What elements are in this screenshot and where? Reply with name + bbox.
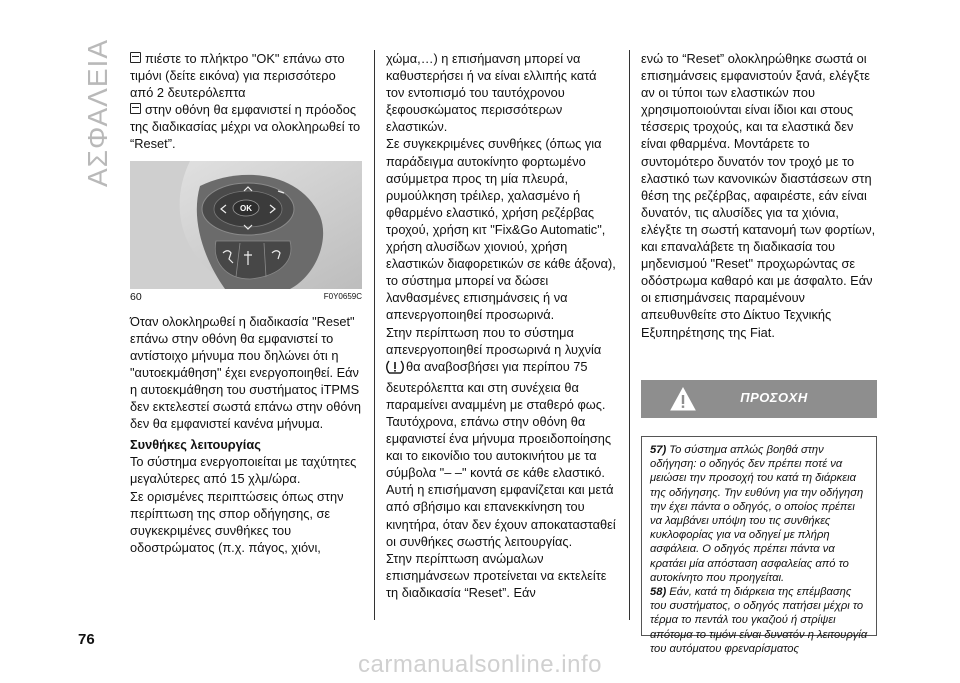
page-number: 76 xyxy=(78,631,95,648)
ok-button-label: OK xyxy=(240,203,252,213)
steering-wheel-figure xyxy=(130,161,362,289)
column-3 xyxy=(641,50,877,341)
section-title: ΑΣΦΑΛΕΙΑ xyxy=(82,38,113,188)
paragraph: χώμα,…) η επισήμανση μπορεί να καθυστερήσει ή να είναι ελλιπής κατά τον εντοπισμό του ταυτόχρονου ξεφουσκώματος περισσότερων ελαστικών. xyxy=(386,51,597,135)
column-divider xyxy=(629,50,630,620)
paragraph: Στην περίπτωση ανώμαλων επισημάνσεων προτείνεται να εκτελείτε τη διαδικασία “Reset”. Εάν xyxy=(386,550,607,600)
figure-number: 60 xyxy=(130,290,142,303)
caution-note: 58) Εάν, κατά τη διάρκεια της επέμβασης του συστήματος, ο οδηγός πατήσει μέχρι το τέρμα το πεντάλ του γκαζιού ή στρίψει απότομα το τιμόνι είναι δυνατόν η λειτουργία του αυτόματου φρεναρίσματος xyxy=(650,586,868,655)
figure-caption xyxy=(130,291,362,303)
paragraph: Στην περίπτωση που το σύστημα απενεργοποιηθεί προσωρινά η λυχνία θα αναβοσβήσει για περίπου 75 δευτερόλεπτα και στη συνέχεια θα παραμείνει αναμμένη με σταθερό φως. Ταυτόχρονα, επάνω στην οθόνη θα εμφανιστεί ένα μήνυμα προειδοποίησης και το εικονίδιο του αυτοκινήτου με τα σύμβολα "– –" κοντά σε κάθε ελαστικό. xyxy=(386,324,612,481)
steering-controls-illustration xyxy=(130,161,362,289)
paragraph: Σε ορισμένες περιπτώσεις όπως στην περίπτωση της σπορ οδήγησης, σε συγκεκριμένες συνθήκες του οδοστρώματος (π.χ. πάγος, χιόνι, xyxy=(130,488,344,555)
tire-pressure-warning-icon xyxy=(386,359,404,379)
column-divider xyxy=(374,50,375,620)
caution-title: ΠΡΟΣΟΧΗ xyxy=(740,390,808,405)
figure-code: F0Y0659C xyxy=(323,291,362,301)
paragraph: Σε συγκεκριμένες συνθήκες (όπως για παράδειγμα αυτοκίνητο φορτωμένο ασύμμετρα προς τη μία πλευρά, ρυμούλκηση τρέιλερ, χαλασμένο ή φθαρμένο ελαστικό, χρήση ρεζέρβας τροχού, χρήση κιτ "Fix&Go Automatic", χρήση αλυσίδων χιονιού, χρήση ελαστικών διαφορετικών σε κάθε άξονα), το σύστημα μπορεί να δώσει λανθασμένες επισημάνσεις ή να απενεργοποιηθεί προσωρινά. xyxy=(386,136,616,323)
watermark: carmanualsonline.info xyxy=(358,651,602,678)
caution-note: 57) Το σύστημα απλώς βοηθά στην οδήγηση: ο οδηγός δεν πρέπει ποτέ να μειώσει την προσοχή του κατά τη διάρκεια της οδήγησης. Την ευθύνη για την οδήγηση την έχει πάντα ο οδηγός, ο οποίος πρέπει να λαμβάνει υπόψη του τις συνθήκες κυκλοφορίας για να οδηγεί με πλήρη ασφάλεια. Ο οδηγός πρέπει πάντα να κρατάει μία απόσταση ασφαλείας από το αυτοκίνητο που προηγείται. xyxy=(650,444,864,584)
caution-box xyxy=(641,380,877,655)
bullet-square-icon xyxy=(130,103,141,114)
subheading: Συνθήκες λειτουργίας xyxy=(130,437,261,453)
column-2 xyxy=(386,50,618,601)
bullet-square-icon xyxy=(130,52,141,63)
paragraph: Αυτή η επισήμανση εμφανίζεται και μετά από σβήσιμο και επανεκκίνηση του κινητήρα, όταν δεν έχουν αποκατασταθεί οι συνθήκες σωστής λειτουργίας. xyxy=(386,482,616,549)
column-1 xyxy=(130,50,362,556)
paragraph: Το σύστημα ενεργοποιείται με ταχύτητες μεγαλύτερες από 15 χλμ/ώρα. xyxy=(130,454,357,487)
caution-body xyxy=(641,436,877,655)
paragraph: Όταν ολοκληρωθεί η διαδικασία "Reset" επάνω στην οθόνη θα εμφανιστεί το αντίστοιχο μήνυμα που δηλώνει ότι η "αυτοεκμάθηση" έχει ενεργοποιηθεί. Εάν η αυτοεκμάθηση του συστήματος iTPMS δεν εκτελεστεί σωστά επάνω στην οθόνη δεν θα εμφανιστεί κανένα μήνυμα. xyxy=(130,313,362,432)
step-item: πιέστε το πλήκτρο "OK" επάνω στο τιμόνι (δείτε εικόνα) για περισσότερο από 2 δευτερόλεπτα xyxy=(130,51,345,101)
step-item: στην οθόνη θα εμφανιστεί η πρόοδος της διαδικασίας μέχρι να ολοκληρωθεί το “Reset”. xyxy=(130,102,361,152)
caution-header xyxy=(641,380,877,418)
paragraph: ενώ το “Reset” ολοκληρώθηκε σωστά οι επισημάνσεις εμφανιστούν ξανά, ελέγξτε αν οι τύποι των ελαστικών που χρησιμοποιούνται είναι ίδιοι και στους τέσσερις τροχούς, και τα ελαστικά δεν είναι φθαρμένα. Μοντάρετε το συντομότερο δυνατόν τον τροχό με το ελαστικό των κανονικών διαστάσεων στη θέση της ρεζέρβας, αφαιρέστε, εάν είναι δυνατόν, τις αλυσίδες για τα χιόνια, ελέγξτε τη σωστή κατανομή των φορτίων, και επαναλάβετε τη διαδικασία του μηδενισμού "Reset" προχωρώντας σε οδόστρωμα καθαρό και με άσφαλτο. Εάν οι επισημάνσεις παραμένουν απευθυνθείτε στο Δίκτυο Τεχνικής Εξυπηρέτησης της Fiat. xyxy=(641,51,876,340)
